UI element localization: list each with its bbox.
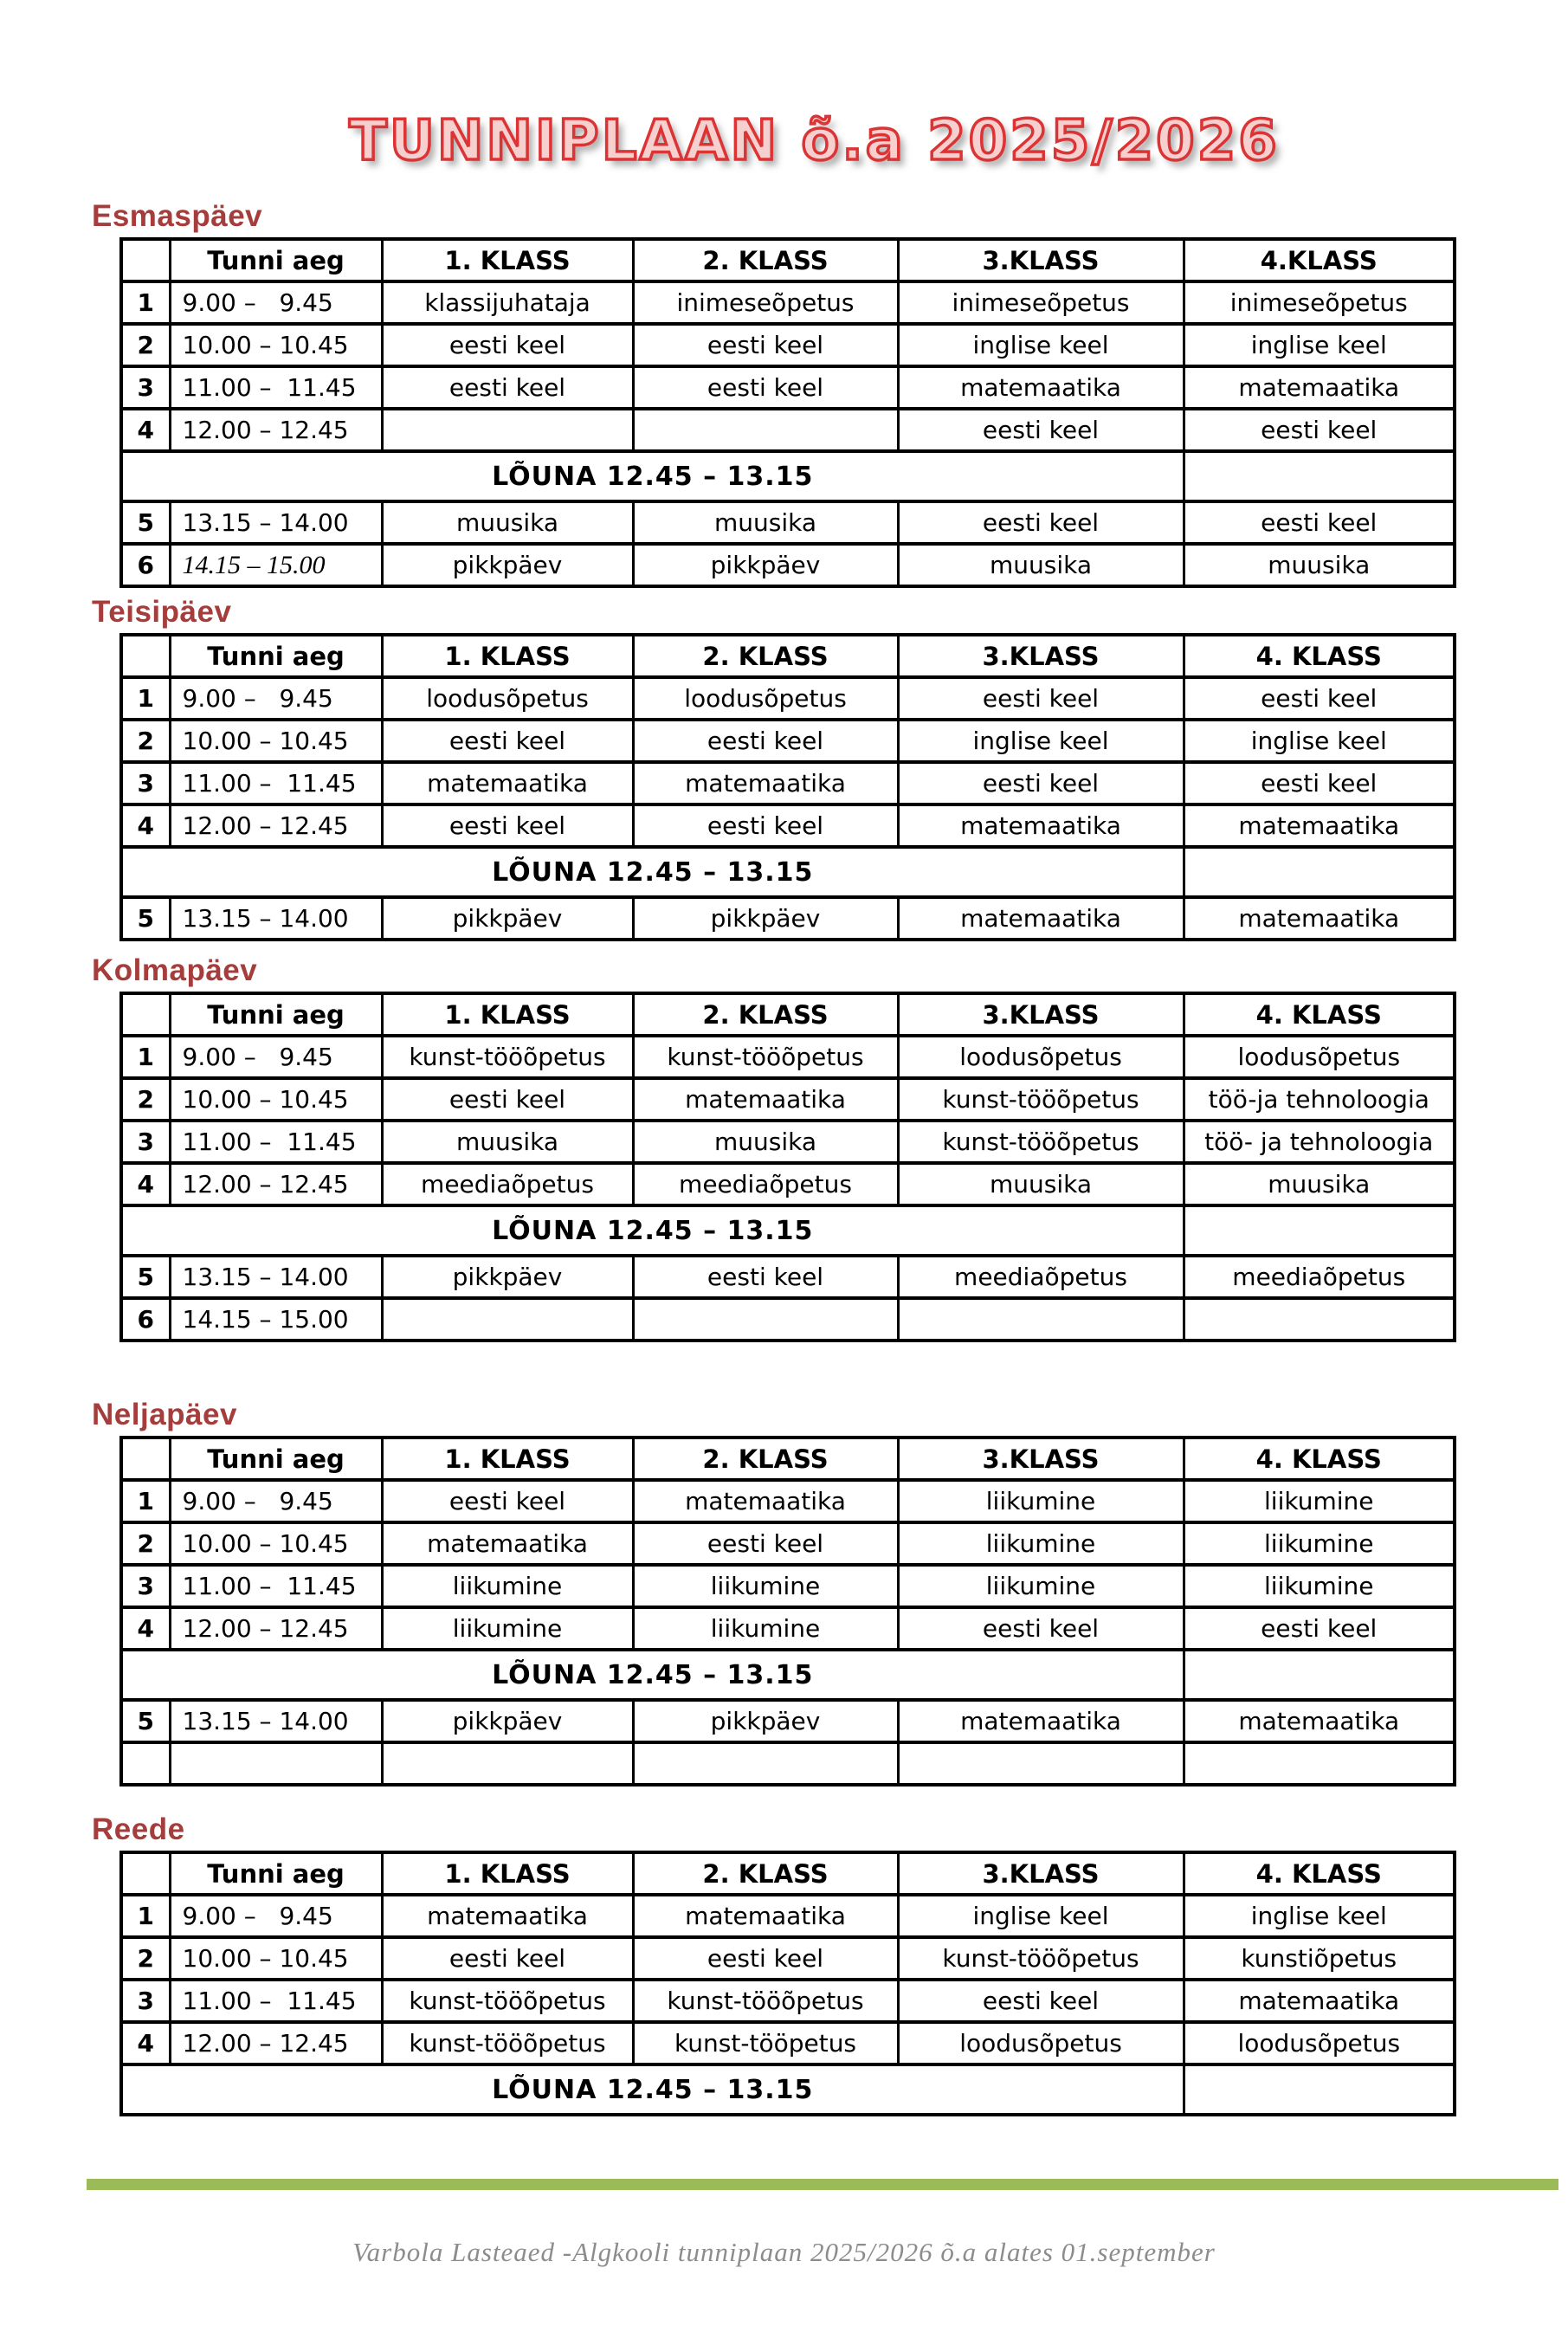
lesson-number: 1 <box>121 1036 170 1078</box>
subject-cell-klass-1: eesti keel <box>382 324 633 366</box>
lesson-time: 14.15 – 15.00 <box>170 544 382 586</box>
day-section-neljapaev <box>0 1398 1568 1786</box>
subject-cell-klass-1: liikumine <box>382 1607 633 1650</box>
subject-cell-klass-3: inimeseõpetus <box>898 281 1184 324</box>
subject-cell-klass-4 <box>1184 1742 1455 1785</box>
subject-cell-klass-2: loodusõpetus <box>633 677 898 720</box>
lunch-label: LÕUNA 12.45 – 13.15 <box>121 451 1184 501</box>
subject-cell-klass-3: matemaatika <box>898 897 1184 940</box>
lesson-row <box>121 1522 1455 1565</box>
header-row <box>121 239 1455 281</box>
subject-cell-klass-4: inglise keel <box>1184 324 1455 366</box>
day-heading-neljapaev: Neljapäev <box>92 1398 237 1431</box>
subject-cell-klass-4: inimeseõpetus <box>1184 281 1455 324</box>
lesson-row <box>121 804 1455 847</box>
subject-cell-klass-2: eesti keel <box>633 720 898 762</box>
lesson-number: 4 <box>121 1163 170 1205</box>
subject-cell-klass-3: liikumine <box>898 1480 1184 1522</box>
lesson-number: 2 <box>121 1522 170 1565</box>
lesson-row <box>121 366 1455 409</box>
subject-cell-klass-4: töö- ja tehnoloogia <box>1184 1121 1455 1163</box>
subject-cell-klass-2: eesti keel <box>633 1256 898 1298</box>
subject-cell-klass-4: inglise keel <box>1184 720 1455 762</box>
subject-cell-klass-1 <box>382 1298 633 1341</box>
subject-cell-klass-1: eesti keel <box>382 1480 633 1522</box>
subject-cell-klass-1: matemaatika <box>382 1522 633 1565</box>
lesson-time: 11.00 – 11.45 <box>170 366 382 409</box>
column-header-klass-4: 4. KLASS <box>1184 1852 1455 1895</box>
subject-cell-klass-1: pikkpäev <box>382 544 633 586</box>
column-header-klass-3: 3.KLASS <box>898 239 1184 281</box>
subject-cell-klass-4: muusika <box>1184 544 1455 586</box>
lesson-row <box>121 1163 1455 1205</box>
subject-cell-klass-3: meediaõpetus <box>898 1256 1184 1298</box>
lesson-number: 2 <box>121 720 170 762</box>
lesson-number: 6 <box>121 1298 170 1341</box>
lesson-number: 3 <box>121 1121 170 1163</box>
corner-cell <box>121 635 170 677</box>
subject-cell-klass-3: eesti keel <box>898 677 1184 720</box>
lesson-time <box>170 1742 382 1785</box>
subject-cell-klass-2: kunst-tööpetus <box>633 2022 898 2064</box>
subject-cell-klass-2: liikumine <box>633 1565 898 1607</box>
subject-cell-klass-1 <box>382 1742 633 1785</box>
lesson-number <box>121 1742 170 1785</box>
corner-cell <box>121 1438 170 1480</box>
subject-cell-klass-3: inglise keel <box>898 324 1184 366</box>
subject-cell-klass-2: eesti keel <box>633 1937 898 1980</box>
lesson-number: 4 <box>121 2022 170 2064</box>
lesson-time: 11.00 – 11.45 <box>170 1121 382 1163</box>
lesson-time: 9.00 – 9.45 <box>170 677 382 720</box>
page-title: TUNNIPLAAN õ.a 2025/2026 <box>349 109 1280 173</box>
subject-cell-klass-3: eesti keel <box>898 501 1184 544</box>
lunch-empty-cell <box>1184 1650 1455 1700</box>
subject-cell-klass-2: pikkpäev <box>633 897 898 940</box>
subject-cell-klass-3 <box>898 1742 1184 1785</box>
subject-cell-klass-4: matemaatika <box>1184 366 1455 409</box>
subject-cell-klass-1: pikkpäev <box>382 1700 633 1742</box>
day-section-teisipaev <box>0 595 1568 941</box>
lunch-label: LÕUNA 12.45 – 13.15 <box>121 847 1184 897</box>
lesson-number: 5 <box>121 1700 170 1742</box>
subject-cell-klass-2: eesti keel <box>633 804 898 847</box>
column-header-klass-1: 1. KLASS <box>382 1438 633 1480</box>
timetable-neljapaev <box>119 1436 1456 1786</box>
subject-cell-klass-3: kunst-tööõpetus <box>898 1937 1184 1980</box>
corner-cell <box>121 993 170 1036</box>
lunch-label: LÕUNA 12.45 – 13.15 <box>121 1205 1184 1256</box>
subject-cell-klass-4: eesti keel <box>1184 501 1455 544</box>
lesson-row <box>121 1895 1455 1937</box>
column-header-klass-4: 4. KLASS <box>1184 1438 1455 1480</box>
subject-cell-klass-2: pikkpäev <box>633 1700 898 1742</box>
subject-cell-klass-1: pikkpäev <box>382 1256 633 1298</box>
lesson-row <box>121 281 1455 324</box>
day-section-reede <box>0 1812 1568 2116</box>
subject-cell-klass-4: matemaatika <box>1184 897 1455 940</box>
subject-cell-klass-1: kunst-tööõpetus <box>382 1036 633 1078</box>
subject-cell-klass-2: kunst-tööõpetus <box>633 1980 898 2022</box>
subject-cell-klass-3: kunst-tööõpetus <box>898 1078 1184 1121</box>
subject-cell-klass-1: eesti keel <box>382 1937 633 1980</box>
subject-cell-klass-3: eesti keel <box>898 762 1184 804</box>
subject-cell-klass-3: eesti keel <box>898 409 1184 451</box>
subject-cell-klass-2: matemaatika <box>633 762 898 804</box>
lunch-row <box>121 2064 1455 2115</box>
lesson-time: 9.00 – 9.45 <box>170 1895 382 1937</box>
day-heading-kolmapaev: Kolmapäev <box>92 953 258 987</box>
column-header-klass-3: 3.KLASS <box>898 1438 1184 1480</box>
lesson-time: 13.15 – 14.00 <box>170 897 382 940</box>
lesson-number: 1 <box>121 677 170 720</box>
column-header-klass-3: 3.KLASS <box>898 635 1184 677</box>
footer-text: Varbola Lasteaed -Algkooli tunniplaan 2025/2026 õ.a alates 01.september <box>352 2237 1216 2267</box>
day-heading-reede: Reede <box>92 1812 185 1846</box>
subject-cell-klass-4: loodusõpetus <box>1184 1036 1455 1078</box>
lesson-number: 4 <box>121 1607 170 1650</box>
lunch-row <box>121 1650 1455 1700</box>
lesson-time: 9.00 – 9.45 <box>170 1036 382 1078</box>
subject-cell-klass-1: loodusõpetus <box>382 677 633 720</box>
subject-cell-klass-2 <box>633 1298 898 1341</box>
lunch-row <box>121 1205 1455 1256</box>
subject-cell-klass-1: klassijuhataja <box>382 281 633 324</box>
lunch-label: LÕUNA 12.45 – 13.15 <box>121 2064 1184 2115</box>
subject-cell-klass-3: muusika <box>898 1163 1184 1205</box>
lesson-time: 10.00 – 10.45 <box>170 1937 382 1980</box>
column-header-klass-4: 4. KLASS <box>1184 635 1455 677</box>
lesson-row <box>121 1700 1455 1742</box>
lesson-number: 4 <box>121 804 170 847</box>
header-row <box>121 635 1455 677</box>
lesson-number: 3 <box>121 762 170 804</box>
lesson-row <box>121 1121 1455 1163</box>
column-header-klass-2: 2. KLASS <box>633 993 898 1036</box>
lesson-row <box>121 1036 1455 1078</box>
lunch-row <box>121 451 1455 501</box>
subject-cell-klass-4: muusika <box>1184 1163 1455 1205</box>
lesson-row <box>121 1607 1455 1650</box>
timetable-reede <box>119 1851 1456 2116</box>
subject-cell-klass-3: loodusõpetus <box>898 1036 1184 1078</box>
lesson-number: 3 <box>121 1565 170 1607</box>
timetable-esmaspaev <box>119 237 1456 588</box>
lesson-time: 13.15 – 14.00 <box>170 501 382 544</box>
lesson-time: 13.15 – 14.00 <box>170 1700 382 1742</box>
subject-cell-klass-3: loodusõpetus <box>898 2022 1184 2064</box>
lesson-time: 11.00 – 11.45 <box>170 1565 382 1607</box>
lesson-number: 5 <box>121 501 170 544</box>
corner-cell <box>121 1852 170 1895</box>
column-header-time: Tunni aeg <box>170 1852 382 1895</box>
subject-cell-klass-1: matemaatika <box>382 762 633 804</box>
lesson-number: 5 <box>121 897 170 940</box>
subject-cell-klass-2: muusika <box>633 501 898 544</box>
column-header-time: Tunni aeg <box>170 1438 382 1480</box>
subject-cell-klass-4: eesti keel <box>1184 762 1455 804</box>
lesson-row <box>121 1298 1455 1341</box>
lesson-time: 13.15 – 14.00 <box>170 1256 382 1298</box>
lesson-row <box>121 720 1455 762</box>
lesson-time: 14.15 – 15.00 <box>170 1298 382 1341</box>
lesson-time: 9.00 – 9.45 <box>170 1480 382 1522</box>
subject-cell-klass-1: meediaõpetus <box>382 1163 633 1205</box>
lesson-row <box>121 1742 1455 1785</box>
subject-cell-klass-4 <box>1184 1298 1455 1341</box>
lesson-time: 9.00 – 9.45 <box>170 281 382 324</box>
subject-cell-klass-4: kunstiõpetus <box>1184 1937 1455 1980</box>
lesson-time: 12.00 – 12.45 <box>170 409 382 451</box>
lesson-time: 10.00 – 10.45 <box>170 720 382 762</box>
column-header-klass-1: 1. KLASS <box>382 993 633 1036</box>
lesson-row <box>121 1565 1455 1607</box>
subject-cell-klass-2: inimeseõpetus <box>633 281 898 324</box>
lesson-number: 3 <box>121 1980 170 2022</box>
lesson-time: 12.00 – 12.45 <box>170 1607 382 1650</box>
lesson-row <box>121 1937 1455 1980</box>
column-header-time: Tunni aeg <box>170 635 382 677</box>
subject-cell-klass-2: eesti keel <box>633 324 898 366</box>
subject-cell-klass-4: loodusõpetus <box>1184 2022 1455 2064</box>
subject-cell-klass-1: eesti keel <box>382 366 633 409</box>
subject-cell-klass-2 <box>633 1742 898 1785</box>
lunch-label: LÕUNA 12.45 – 13.15 <box>121 1650 1184 1700</box>
subject-cell-klass-1: eesti keel <box>382 720 633 762</box>
lesson-number: 4 <box>121 409 170 451</box>
column-header-klass-2: 2. KLASS <box>633 635 898 677</box>
subject-cell-klass-3: inglise keel <box>898 720 1184 762</box>
lunch-empty-cell <box>1184 847 1455 897</box>
lesson-row <box>121 501 1455 544</box>
lesson-row <box>121 677 1455 720</box>
subject-cell-klass-1 <box>382 409 633 451</box>
subject-cell-klass-2: kunst-tööõpetus <box>633 1036 898 1078</box>
day-section-kolmapaev <box>0 953 1568 1342</box>
lesson-time: 10.00 – 10.45 <box>170 1522 382 1565</box>
subject-cell-klass-4: liikumine <box>1184 1480 1455 1522</box>
footer-divider-bar <box>87 2179 1558 2190</box>
lesson-time: 10.00 – 10.45 <box>170 324 382 366</box>
subject-cell-klass-3: matemaatika <box>898 804 1184 847</box>
lunch-empty-cell <box>1184 451 1455 501</box>
subject-cell-klass-4: eesti keel <box>1184 677 1455 720</box>
subject-cell-klass-4: eesti keel <box>1184 409 1455 451</box>
subject-cell-klass-2 <box>633 409 898 451</box>
subject-cell-klass-3: liikumine <box>898 1565 1184 1607</box>
subject-cell-klass-2: eesti keel <box>633 1522 898 1565</box>
subject-cell-klass-3 <box>898 1298 1184 1341</box>
lesson-row <box>121 1980 1455 2022</box>
subject-cell-klass-2: liikumine <box>633 1607 898 1650</box>
lesson-number: 3 <box>121 366 170 409</box>
subject-cell-klass-3: eesti keel <box>898 1607 1184 1650</box>
column-header-klass-4: 4. KLASS <box>1184 993 1455 1036</box>
subject-cell-klass-1: muusika <box>382 501 633 544</box>
lesson-time: 10.00 – 10.45 <box>170 1078 382 1121</box>
subject-cell-klass-2: muusika <box>633 1121 898 1163</box>
lesson-row <box>121 324 1455 366</box>
lesson-number: 2 <box>121 324 170 366</box>
subject-cell-klass-3: liikumine <box>898 1522 1184 1565</box>
day-heading-teisipaev: Teisipäev <box>92 595 232 629</box>
column-header-klass-3: 3.KLASS <box>898 993 1184 1036</box>
lesson-time: 12.00 – 12.45 <box>170 2022 382 2064</box>
column-header-klass-4: 4.KLASS <box>1184 239 1455 281</box>
lunch-empty-cell <box>1184 2064 1455 2115</box>
lesson-number: 1 <box>121 281 170 324</box>
subject-cell-klass-4: liikumine <box>1184 1565 1455 1607</box>
column-header-klass-2: 2. KLASS <box>633 239 898 281</box>
lesson-row <box>121 1480 1455 1522</box>
lesson-number: 2 <box>121 1078 170 1121</box>
subject-cell-klass-4: eesti keel <box>1184 1607 1455 1650</box>
day-heading-esmaspaev: Esmaspäev <box>92 199 263 233</box>
column-header-klass-1: 1. KLASS <box>382 239 633 281</box>
timetable-days-container <box>0 199 1568 2116</box>
lesson-row <box>121 762 1455 804</box>
lunch-row <box>121 847 1455 897</box>
header-row <box>121 1852 1455 1895</box>
subject-cell-klass-1: eesti keel <box>382 804 633 847</box>
subject-cell-klass-2: matemaatika <box>633 1078 898 1121</box>
subject-cell-klass-4: meediaõpetus <box>1184 1256 1455 1298</box>
lesson-number: 2 <box>121 1937 170 1980</box>
lesson-row <box>121 544 1455 586</box>
subject-cell-klass-1: liikumine <box>382 1565 633 1607</box>
subject-cell-klass-3: matemaatika <box>898 1700 1184 1742</box>
lesson-number: 5 <box>121 1256 170 1298</box>
lesson-row <box>121 1256 1455 1298</box>
subject-cell-klass-1: kunst-tööõpetus <box>382 2022 633 2064</box>
subject-cell-klass-3: matemaatika <box>898 366 1184 409</box>
column-header-time: Tunni aeg <box>170 239 382 281</box>
lesson-number: 1 <box>121 1895 170 1937</box>
lesson-number: 1 <box>121 1480 170 1522</box>
lunch-empty-cell <box>1184 1205 1455 1256</box>
header-row <box>121 993 1455 1036</box>
subject-cell-klass-4: matemaatika <box>1184 804 1455 847</box>
lesson-row <box>121 1078 1455 1121</box>
column-header-klass-3: 3.KLASS <box>898 1852 1184 1895</box>
subject-cell-klass-2: eesti keel <box>633 366 898 409</box>
column-header-klass-2: 2. KLASS <box>633 1852 898 1895</box>
subject-cell-klass-3: kunst-tööõpetus <box>898 1121 1184 1163</box>
timetable-kolmapaev <box>119 992 1456 1342</box>
subject-cell-klass-2: pikkpäev <box>633 544 898 586</box>
column-header-klass-1: 1. KLASS <box>382 635 633 677</box>
lesson-row <box>121 897 1455 940</box>
subject-cell-klass-2: matemaatika <box>633 1480 898 1522</box>
subject-cell-klass-1: matemaatika <box>382 1895 633 1937</box>
subject-cell-klass-4: matemaatika <box>1184 1700 1455 1742</box>
subject-cell-klass-3: inglise keel <box>898 1895 1184 1937</box>
header-row <box>121 1438 1455 1480</box>
column-header-time: Tunni aeg <box>170 993 382 1036</box>
subject-cell-klass-4: matemaatika <box>1184 1980 1455 2022</box>
subject-cell-klass-3: muusika <box>898 544 1184 586</box>
subject-cell-klass-4: töö-ja tehnoloogia <box>1184 1078 1455 1121</box>
subject-cell-klass-1: pikkpäev <box>382 897 633 940</box>
timetable-teisipaev <box>119 633 1456 941</box>
lesson-time: 12.00 – 12.45 <box>170 1163 382 1205</box>
lesson-row <box>121 2022 1455 2064</box>
subject-cell-klass-1: kunst-tööõpetus <box>382 1980 633 2022</box>
subject-cell-klass-2: meediaõpetus <box>633 1163 898 1205</box>
subject-cell-klass-3: eesti keel <box>898 1980 1184 2022</box>
lesson-number: 6 <box>121 544 170 586</box>
day-section-esmaspaev <box>0 199 1568 588</box>
subject-cell-klass-2: matemaatika <box>633 1895 898 1937</box>
subject-cell-klass-1: eesti keel <box>382 1078 633 1121</box>
subject-cell-klass-1: muusika <box>382 1121 633 1163</box>
subject-cell-klass-4: liikumine <box>1184 1522 1455 1565</box>
corner-cell <box>121 239 170 281</box>
lesson-row <box>121 409 1455 451</box>
lesson-time: 11.00 – 11.45 <box>170 1980 382 2022</box>
subject-cell-klass-4: inglise keel <box>1184 1895 1455 1937</box>
lesson-time: 12.00 – 12.45 <box>170 804 382 847</box>
column-header-klass-1: 1. KLASS <box>382 1852 633 1895</box>
lesson-time: 11.00 – 11.45 <box>170 762 382 804</box>
column-header-klass-2: 2. KLASS <box>633 1438 898 1480</box>
